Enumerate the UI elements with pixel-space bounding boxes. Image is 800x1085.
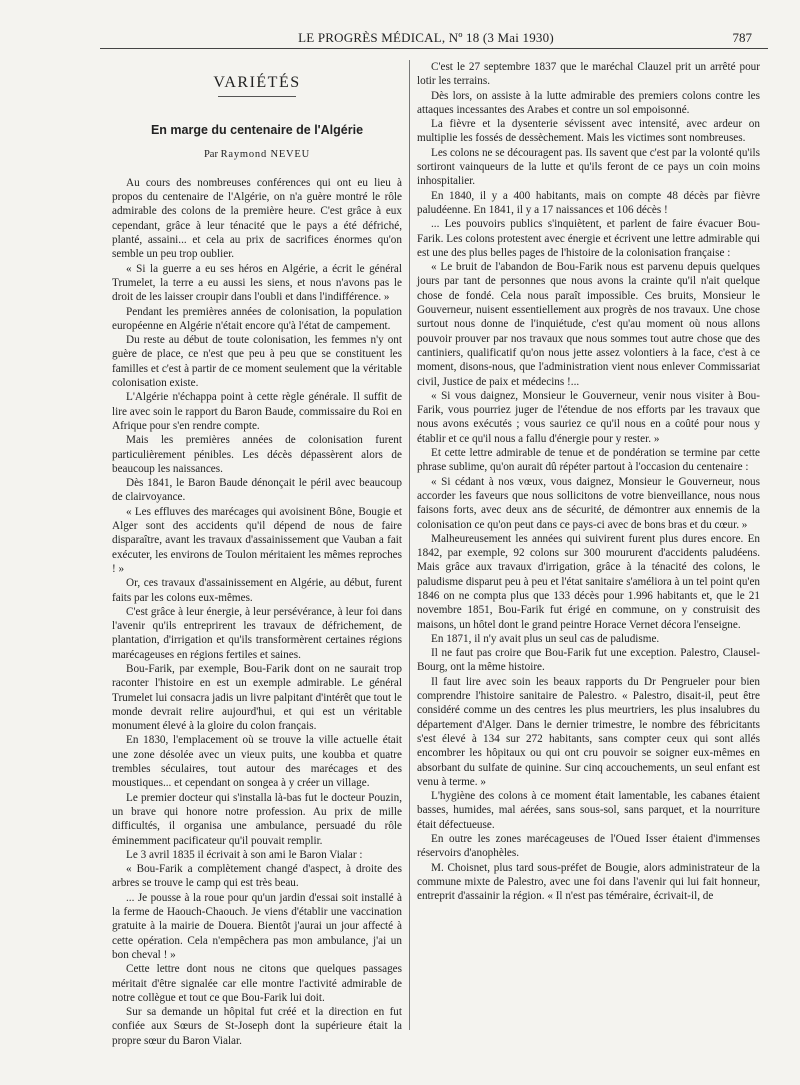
byline-prefix: Par <box>203 148 221 160</box>
paragraph: En 1840, il y a 400 habitants, mais on compte 48 décès par fièvre paludéenne. En 1841, il y a 17 naissances et 106 décès ! <box>417 189 760 216</box>
right-column <box>417 60 760 904</box>
paragraph: C'est grâce à leur énergie, à leur persévérance, à leur foi dans l'avenir qu'ils entreprirent les travaux de défrichement, de plantation, d'irrigation et qu'ils transformèrent certaines régions marécageuses en régions fertiles et saines. <box>112 605 402 661</box>
paragraph: En 1871, il n'y avait plus un seul cas de paludisme. <box>431 632 660 645</box>
paragraph: En 1830, l'emplacement où se trouve la ville actuelle était une zone désolée avec un vieux puits, une koubba et quatre trembles séculaires, tout autour des marécages et des moustiques... et cependant on songea à y créer un village. <box>112 734 402 790</box>
paragraph: Malheureusement les années qui suivirent furent plus dures encore. En 1842, par exemple, 92 colons sur 300 moururent d'accidents paludéens. Mais grâce aux travaux d'irrigation, grâce à la ténacité des colons, le paludisme disparut peu à peu et l'état sanitaire s'améliora à un tel point qu'en 1846 on ne compta plus que 133 décès pour 1.996 habitants et, que le 21 novembre 1851, Bou-Farik fut érigé en commune, on y construisit des maisons, un hôtel dont le grand peintre Horace Vernet décora l'enseigne. <box>417 532 760 631</box>
paragraph: « Si cédant à nos vœux, vous daignez, Monsieur le Gouverneur, nous accorder les faveurs que nous sollicitons de votre bienveillance, nous nous faisons forts, avec deux ans de sécurité, de démontrer aux ennemis de la colonisation ce qu'on peut dans ce pays-ci avec de bons bras et du cœur. » <box>417 475 760 531</box>
paragraph: ... Je pousse à la roue pour qu'un jardin d'essai soit installé à la ferme de Haouch-Chaouch. Je viens d'établir une vaccination gratuite à la mairie de Douera. Bientôt j'aurai un jour affecté à cette opération. Cela n'empêchera pas mon ambulance, j'ai un bon cheval ! » <box>112 891 402 961</box>
paragraph: Pendant les premières années de colonisation, la population européenne en Algérie n'était encore qu'à l'état de campement. <box>112 305 402 332</box>
paragraph: En outre les zones marécageuses de l'Oued Isser étaient d'immenses réservoirs d'anophèles. <box>417 833 760 860</box>
paragraph: Il faut lire avec soin les beaux rapports du Dr Pengrueler pour bien comprendre l'histoire sanitaire de Palestro. « Palestro, disait-il, peut être considéré comme un des centres les plus meurtriers, les plus insalubres du département d'Alger. Dans le dernier trimestre, le nombre des fébricitants s'est élevé à 134 sur 272 habitants, sans compter ceux qui sont allés encombrer les hôpitaux ou qui ont cru pouvoir se soigner eux-mêmes en absorbant du sulfate de quinine. Sur cinq accouchements, un seul enfant est venu à terme. » <box>417 675 760 788</box>
page-header <box>100 30 752 48</box>
paragraph: Les colons ne se découragent pas. Ils savent que c'est par la volonté qu'ils sortiront vainqueurs de la lutte et qu'ils feront de ce pays un coin moins inhospitalier. <box>417 146 760 188</box>
section-title: VARIÉTÉS <box>213 74 301 91</box>
byline-author: Raymond NEVEU <box>220 148 311 160</box>
paragraph: Le 3 avril 1835 il écrivait à son ami le Baron Vialar : <box>126 848 363 861</box>
left-column <box>112 60 402 1048</box>
paragraph: Or, ces travaux d'assainissement en Algérie, au début, furent faits par les colons eux-mêmes. <box>112 577 402 604</box>
paragraph: Bou-Farik, par exemple, Bou-Farik dont on ne saurait trop raconter l'histoire en est un exemple admirable. Le général Trumelet lui consacra jadis un livre palpitant d'intérêt que tout le monde devrait relire aujourd'hui, et qui est un véritable monument élevé à la gloire du colon français. <box>112 662 402 733</box>
paragraph: L'Algérie n'échappa point à cette règle générale. Il suffit de lire avec soin le rapport du Baron Baude, commissaire du Roi en Afrique pour s'en rendre compte. <box>112 391 402 432</box>
column-divider <box>409 60 410 1030</box>
section-title-rule <box>218 96 296 97</box>
paragraph: Cette lettre dont nous ne citons que quelques passages méritait d'être signalée car elle montre l'activité admirable de notre collègue et tout ce que Bou-Farik lui doit. <box>112 963 402 1004</box>
article-title: En marge du centenaire de l'Algérie <box>150 123 364 138</box>
paragraph: Dès lors, on assiste à la lutte admirable des premiers colons contre les attaques incessantes des Arabes et contre un sol empoisonné. <box>417 89 760 116</box>
header-rule <box>100 48 768 49</box>
page-number: 787 <box>732 30 752 45</box>
paragraph: Il ne faut pas croire que Bou-Farik fut une exception. Palestro, Clausel-Bourg, ont la même histoire. <box>417 647 760 674</box>
paragraph: Dès 1841, le Baron Baude dénonçait le péril avec beaucoup de clairvoyance. <box>112 477 402 504</box>
paragraph: La fièvre et la dysenterie sévissent avec intensité, avec ardeur on multiplie les fossés de dessèchement. Mais les victimes sont nombreuses. <box>417 118 760 145</box>
paragraph: Mais les premières années de colonisation furent particulièrement pénibles. Les décès dépassèrent alors de beaucoup les naissances. <box>112 434 402 475</box>
paragraph: L'hygiène des colons à ce moment était lamentable, les cabanes étaient basses, humides, mal aérées, sans sous-sol, sans parquet, et la nourriture était défectueuse. <box>417 790 760 831</box>
running-head: LE PROGRÈS MÉDICAL, Nº 18 (3 Mai 1930) <box>298 30 554 45</box>
paragraph: Sur sa demande un hôpital fut créé et la direction en fut confiée aux Sœurs de St-Joseph dont la supérieure était la propre sœur du Baron Vialar. <box>112 1006 402 1047</box>
paragraph: « Le bruit de l'abandon de Bou-Farik nous est parvenu depuis quelques jours par tant de personnes que nous avons la crainte qu'il n'ait quelque chose de fondé. Cela nous paraît impossible. Ces bruits, Monsieur le Gouverneur, nuisent essentiellement aux progrès de nos travaux. Une chose surtout nous donne de l'inquiétude, c'est qu'au moment où nous allons pouvoir prouver par nos travaux que nous sommes tout autre chose que des cantiniers, qualificatif qu'on nous jette assez volontiers à la face, c'est à ce moment, disons-nous, que l'administration vient nous enlever Commissariat civil, Justice de paix et médecins !... <box>417 261 760 388</box>
paragraph: ... Les pouvoirs publics s'inquiètent, et parlent de faire évacuer Bou-Farik. Les colons protestent avec énergie et écrivent une lettre admirable qui est une des plus belles pages de l'histoire de la colonisation française : <box>417 218 760 259</box>
paragraph: Et cette lettre admirable de tenue et de pondération se termine par cette phrase sublime, qu'on aurait dû répéter partout à l'occasion du centenaire : <box>417 447 760 474</box>
paragraph: « Si la guerre a eu ses héros en Algérie, a écrit le général Trumelet, la terre a eu aussi les siens, et nous n'avons pas le droit de les laisser croupir dans l'oubli et dans l'indifférence. » <box>112 262 402 304</box>
byline <box>112 148 402 162</box>
paragraph: Au cours des nombreuses conférences qui ont eu lieu à propos du centenaire de l'Algérie, on n'a guère montré le rôle admirable des colons de la première heure. C'est grâce à eux cependant, grâce à leur ténacité que le pays a été défriché, planté, assaini... et cela au prix de sacrifices énormes qu'on semble un peu trop oublier. <box>112 176 402 261</box>
paragraph: Le premier docteur qui s'installa là-bas fut le docteur Pouzin, un brave qui honore notre profession. Au prix de mille difficultés, il organisa une ambulance, persuadé du rôle éminemment pacificateur qu'il pouvait remplir. <box>112 791 402 847</box>
paragraph: Du reste au début de toute colonisation, les femmes n'y ont guère de place, ce n'est que peu à peu que se constituent les familles et c'est à partir de ce moment seulement que la véritable colonisation existe. <box>112 334 402 390</box>
paragraph: C'est le 27 septembre 1837 que le maréchal Clauzel prit un arrêté pour lotir les terrains. <box>417 61 760 88</box>
paragraph: « Bou-Farik a complètement changé d'aspect, à droite des arbres se trouve le camp qui est très beau. <box>112 863 402 890</box>
paragraph: « Si vous daignez, Monsieur le Gouverneur, venir nous visiter à Bou-Farik, vous pourriez juger de l'étendue de nos efforts par les travaux que nous avons exécutés ; vous sauriez ce qu'il nous en a coûté pour nous y établir et ce qu'il nous a fallu d'énergie pour y rester. » <box>417 389 760 445</box>
paragraph: « Les effluves des marécages qui avoisinent Bône, Bougie et Alger sont des accidents qu'il dépend de nous de faire disparaître, avant les travaux d'assainissement que Vauban a fait exécuter, les environs de Toulon méritaient les mêmes reproches ! » <box>112 505 402 575</box>
paragraph: M. Choisnet, plus tard sous-préfet de Bougie, alors administrateur de la commune mixte de Palestro, avec une foi dans l'avenir qui lui fait honneur, entreprit d'assainir la région. « Il n'est pas téméraire, écrivait-il, de <box>417 861 760 903</box>
